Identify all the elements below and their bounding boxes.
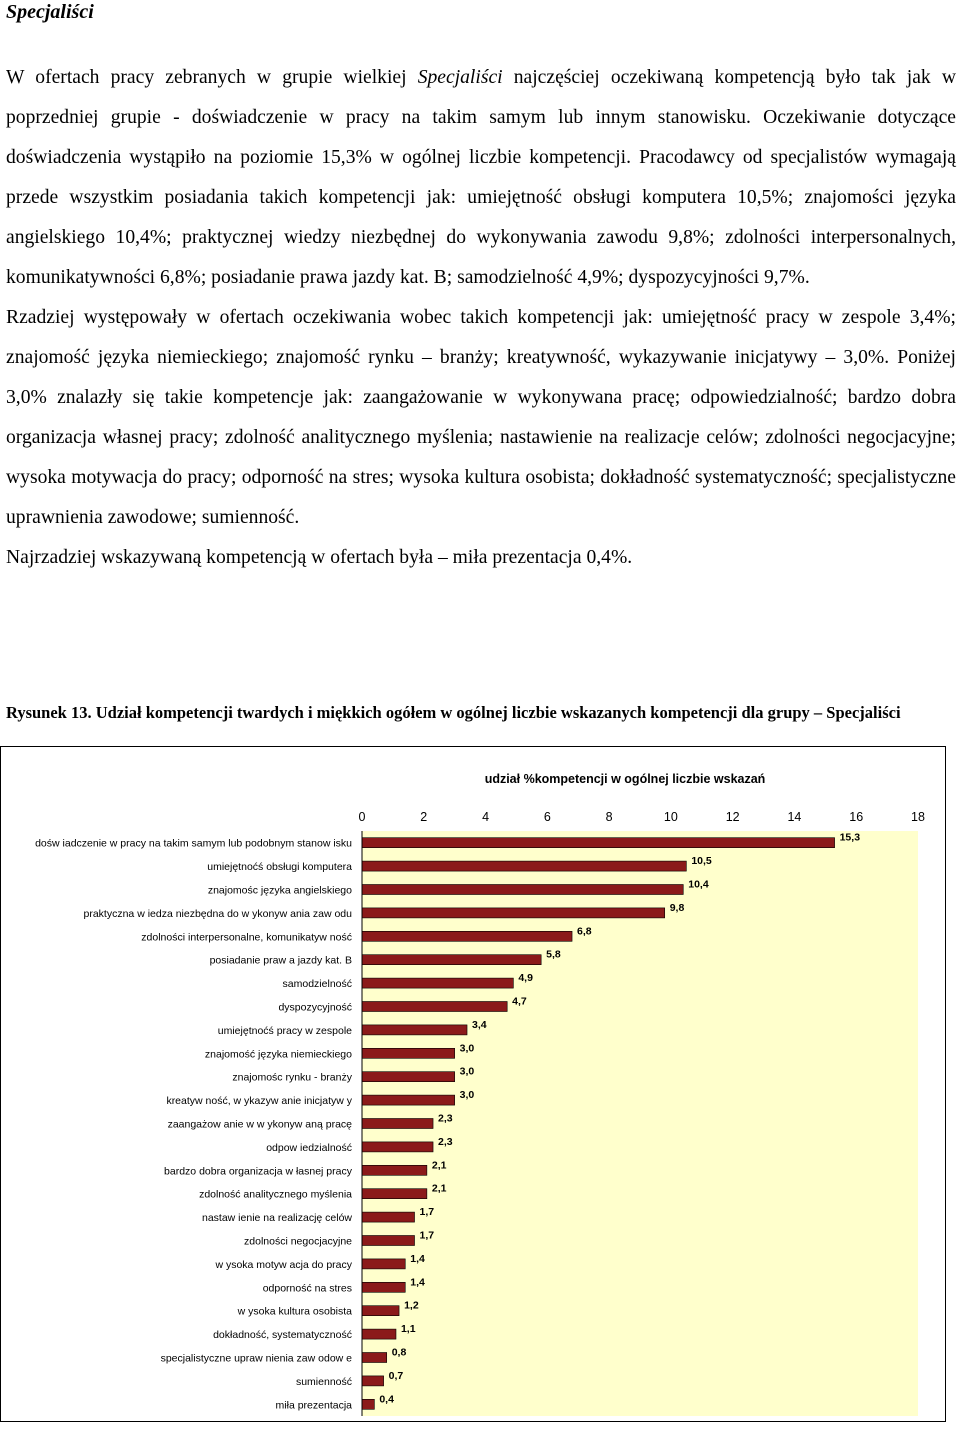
category-label: kreatyw ność, w ykazyw anie inicjatyw y [166,1095,352,1108]
category-label: dośw iadczenie w pracy na takim samym lub podobnym stanow isku [35,837,352,850]
category-label: dokładność, systematyczność [213,1329,352,1342]
bar [362,861,686,871]
bar [362,1329,396,1339]
bar [362,1095,455,1105]
x-tick-label: 10 [663,810,678,824]
bar [362,1142,433,1152]
bar [362,1119,433,1129]
paragraph-1-end: najczęściej oczekiwaną kompetencją było tak jak w poprzedniej grupie - doświadczenie w pracy na takim samym lub innym stanowisku. Oczekiwanie dotyczące doświadczenia wystąpiło na poziomie 15,3% w ogólnej liczbie kompetencji. Pracodawcy od specjalistów wymagają przede wszystkim posiadania takich kompetencji jak: umiejętność obsługi komputera 10,5%; znajomości języka angielskiego 10,4%; praktycznej wiedzy niezbędnej do wykonywania zawodu 9,8%; zdolności interpersonalnych, komunikatywności 6,8%; posiadanie prawa jazdy kat. B; samodzielność 4,9%; dyspozycyjności 9,7%. [6,67,956,288]
category-label: praktyczna w iedza niezbędna do w ykonyw ania zaw odu [83,907,352,920]
bar-value-label: 3,0 [459,1042,475,1055]
bar-value-label: 1,7 [419,1229,435,1242]
bar-chart [1,747,945,1421]
bar-value-label: 15,3 [839,831,861,844]
bar [362,885,683,895]
bar-value-label: 0,7 [388,1369,404,1382]
bar [362,1072,455,1082]
chart-frame [0,746,946,1422]
category-label: znajomość języka niemieckiego [204,1048,352,1061]
category-label: odpow iedzialność [266,1141,352,1154]
bar-value-label: 10,4 [688,878,709,891]
bar [362,931,572,941]
figure-caption [6,703,946,723]
x-tick-label: 18 [911,810,925,824]
category-label: miła prezentacja [275,1399,352,1412]
bar [362,1165,427,1175]
figure-label: Rysunek 13. [6,703,92,722]
bar-value-label: 10,5 [691,855,712,868]
category-label: bardzo dobra organizacja w łasnej pracy [164,1165,352,1178]
bar-value-label: 2,1 [431,1182,447,1195]
category-label: posiadanie praw a jazdy kat. B [209,954,352,967]
bar-value-label: 2,3 [438,1135,453,1148]
paragraph-3: Najrzadziej wskazywaną kompetencją w ofertach była – miła prezentacja 0,4%. [6,547,633,568]
bar-value-label: 0,8 [391,1346,407,1359]
x-tick-label: 6 [543,810,551,824]
bar-value-label: 0,4 [379,1393,394,1406]
bar [362,908,665,918]
x-tick-label: 16 [849,810,864,824]
paragraph-2: Rzadziej występowały w ofertach oczekiwania wobec takich kompetencji jak: umiejętność pracy w zespole 3,4%; znajomość języka niemieckiego; znajomość rynku – branży; kreatywność, wykazywanie inicjatywy – 3,0%. Poniżej 3,0% znalazły się takie kompetencje jak: zaangażowanie w wykonywana pracę; odpowiedzialność; bardzo dobra organizacja własnej pracy; zdolność analitycznego myślenia; nastawienie na realizacje celów; zdolności negocjacyjne; wysoka motywacja do pracy; odporność na stres; wysoka kultura osobista; dokładność systematyczność; specjalistyczne uprawnienia zawodowe; sumienność. [6,307,956,528]
category-label: umiejętnoćś pracy w zespole [217,1024,352,1037]
bar [362,1306,399,1316]
bar-value-label: 4,7 [512,995,527,1008]
bar-value-label: 3,0 [459,1065,475,1078]
category-label: znajomośc języka angielskiego [207,884,352,897]
bar [362,1025,467,1035]
bar-value-label: 1,1 [400,1323,416,1336]
bar [362,1189,427,1199]
bar [362,1282,405,1292]
bar [362,1048,455,1058]
bar-value-label: 3,4 [472,1018,487,1031]
bar-value-label: 2,1 [431,1159,447,1172]
category-label: dyspozycyjność [278,1001,352,1014]
category-label: zdolności interpersonalne, komunikatyw ność [141,931,352,944]
x-tick-label: 8 [605,810,613,824]
x-tick-label: 2 [420,810,428,824]
bar-value-label: 2,3 [438,1112,453,1125]
bar [362,1399,374,1409]
x-tick-label: 14 [787,810,802,824]
bar [362,1236,415,1246]
category-label: specjalistyczne upraw nienia zaw odow e [160,1352,352,1365]
bar-value-label: 1,4 [410,1276,425,1289]
category-label: sumienność [295,1375,352,1388]
bar [362,1259,405,1269]
figure-caption-text: Udział kompetencji twardych i miękkich ogółem w ogólnej liczbie wskazanych kompetencji dla grupy – Specjaliści [91,703,901,722]
bar-value-label: 5,8 [546,948,561,961]
group-name: Specjaliści [417,67,503,88]
bar [362,1353,387,1363]
category-label: w ysoka motyw acja do pracy [215,1258,352,1271]
x-tick-label: 0 [358,810,366,824]
category-label: zdolność analitycznego myślenia [199,1188,352,1201]
bar [362,838,835,848]
bar-value-label: 6,8 [577,925,592,938]
bar-value-label: 1,7 [419,1206,435,1219]
category-label: samodzielność [282,978,352,991]
paragraph-1 [6,58,956,298]
bar [362,1212,415,1222]
x-tick-label: 4 [482,810,490,824]
category-label: odporność na stres [262,1282,352,1295]
bar [362,978,513,988]
bar-value-label: 4,9 [518,972,533,985]
x-tick-label: 12 [725,810,740,824]
bar [362,1376,384,1386]
bar-value-label: 3,0 [459,1089,475,1102]
category-label: umiejętnoćś obsługi komputera [207,861,352,874]
category-label: nastaw ienie na realizację celów [202,1212,352,1225]
bar [362,1002,507,1012]
category-label: w ysoka kultura osobista [237,1305,352,1318]
category-label: znajomośc rynku - branży [232,1071,352,1084]
bar-value-label: 1,4 [410,1252,425,1265]
bar-value-label: 1,2 [404,1299,419,1312]
section-heading: Specjaliści [6,1,94,23]
bar [362,955,541,965]
category-label: zdolności negocjacyjne [244,1235,352,1248]
category-label: zaangażow anie w w ykonyw aną pracę [167,1118,352,1131]
chart-title: udział %kompetencji w ogólnej liczbie wskazań [484,772,766,786]
body-text [6,58,956,578]
paragraph-1-start: W ofertach pracy zebranych w grupie wielkiej [6,67,418,88]
bar-value-label: 9,8 [669,901,685,914]
